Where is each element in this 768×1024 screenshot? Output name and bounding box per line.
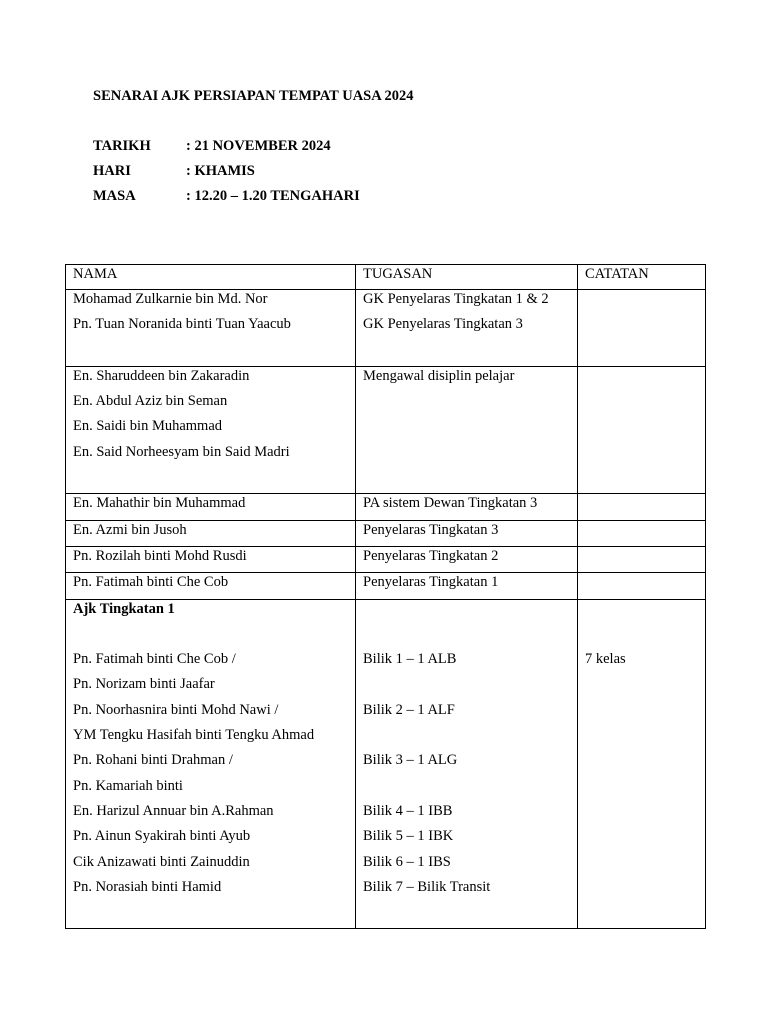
blank-line (73, 468, 355, 493)
nama-cell (66, 290, 356, 367)
nama-cell (66, 599, 356, 929)
tugasan-line: PA sistem Dewan Tingkatan 3 (363, 495, 538, 512)
tugasan-line: Bilik 2 – 1 ALF (363, 701, 455, 718)
nama-line: Pn. Ainun Syakirah binti Ayub (73, 828, 251, 845)
nama-line: En. Said Norheesyam bin Said Madri (73, 443, 290, 460)
tugasan-line: Penyelaras Tingkatan 1 (363, 574, 499, 591)
tugasan-cell (356, 573, 578, 599)
blank-line (585, 625, 705, 650)
document-title: SENARAI AJK PERSIAPAN TEMPAT UASA 2024 (93, 88, 414, 104)
tugasan-line (363, 777, 577, 802)
tugasan-line: Bilik 4 – 1 IBB (363, 802, 453, 819)
blank-line (585, 600, 705, 625)
tugasan-line: Bilik 1 – 1 ALB (363, 651, 457, 668)
nama-cell (66, 546, 356, 572)
tugasan-cell (356, 520, 578, 546)
nama-cell (66, 520, 356, 546)
nama-line: En. Azmi bin Jusoh (73, 521, 187, 538)
tugasan-line: Bilik 5 – 1 IBK (363, 828, 454, 845)
blank-line (73, 341, 355, 366)
meta-tarikh (93, 138, 331, 155)
tugasan-cell (356, 494, 578, 520)
blank-line (73, 903, 355, 928)
tarikh-label: TARIKH (93, 138, 151, 154)
tugasan-line: Penyelaras Tingkatan 3 (363, 521, 499, 538)
hari-value: : KHAMIS (186, 163, 255, 179)
catatan-cell (578, 599, 706, 929)
table-row (66, 520, 706, 546)
nama-line: En. Harizul Annuar bin A.Rahman (73, 802, 274, 819)
section-heading: Ajk Tingkatan 1 (73, 600, 175, 617)
nama-line: En. Abdul Aziz bin Seman (73, 393, 228, 410)
tugasan-line (363, 726, 577, 751)
catatan-cell (578, 520, 706, 546)
nama-line: YM Tengku Hasifah binti Tengku Ahmad (73, 727, 315, 744)
tugasan-line (363, 675, 577, 700)
catatan-cell (578, 494, 706, 520)
blank-line (363, 600, 577, 625)
nama-line: Cik Anizawati binti Zainuddin (73, 853, 250, 870)
nama-line: Pn. Rohani binti Drahman / (73, 752, 233, 769)
nama-line: Pn. Fatimah binti Che Cob (73, 574, 229, 591)
nama-cell (66, 366, 356, 493)
tarikh-value: : 21 NOVEMBER 2024 (186, 138, 331, 154)
masa-value: : 12.20 – 1.20 TENGAHARI (186, 188, 360, 204)
tugasan-cell (356, 599, 578, 929)
tugasan-line: Bilik 6 – 1 IBS (363, 853, 451, 870)
tugasan-line: Mengawal disiplin pelajar (363, 367, 515, 384)
blank-line (73, 625, 355, 650)
nama-line: Pn. Rozilah binti Mohd Rusdi (73, 547, 247, 564)
tugasan-cell (356, 366, 578, 493)
nama-line: Pn. Kamariah binti (73, 777, 183, 794)
committee-table (65, 264, 706, 929)
tugasan-cell (356, 546, 578, 572)
tugasan-line: Bilik 7 – Bilik Transit (363, 878, 491, 895)
nama-line: Mohamad Zulkarnie bin Md. Nor (73, 291, 268, 307)
nama-cell (66, 573, 356, 599)
nama-line: Pn. Noorhasnira binti Mohd Nawi / (73, 701, 279, 718)
tugasan-line: GK Penyelaras Tingkatan 3 (363, 316, 523, 333)
catatan-cell (578, 366, 706, 493)
nama-line: En. Sharuddeen bin Zakaradin (73, 367, 250, 384)
nama-line: En. Mahathir bin Muhammad (73, 495, 246, 512)
nama-line: Pn. Norizam binti Jaafar (73, 676, 215, 693)
table-row (66, 290, 706, 367)
catatan-cell (578, 290, 706, 367)
hari-label: HARI (93, 163, 131, 179)
tugasan-cell (356, 290, 578, 367)
nama-cell (66, 494, 356, 520)
header-tugasan: TUGASAN (356, 265, 578, 290)
table-row (66, 546, 706, 572)
meta-masa (93, 188, 360, 205)
tugasan-line: GK Penyelaras Tingkatan 1 & 2 (363, 291, 549, 307)
catatan-cell (578, 573, 706, 599)
tugasan-line: Bilik 3 – 1 ALG (363, 752, 458, 769)
nama-line: Pn. Tuan Noranida binti Tuan Yaacub (73, 316, 291, 333)
table-row (66, 494, 706, 520)
catatan-line: 7 kelas (585, 651, 626, 668)
blank-line (363, 625, 577, 650)
table-header-row (66, 265, 706, 290)
nama-line: Pn. Norasiah binti Hamid (73, 878, 222, 895)
nama-line: Pn. Fatimah binti Che Cob / (73, 651, 236, 668)
header-nama: NAMA (66, 265, 356, 290)
table-row (66, 366, 706, 493)
tugasan-line: Penyelaras Tingkatan 2 (363, 547, 499, 564)
table-row (66, 573, 706, 599)
table-row (66, 599, 706, 929)
catatan-cell (578, 546, 706, 572)
meta-hari (93, 163, 255, 180)
nama-line: En. Saidi bin Muhammad (73, 418, 223, 435)
header-catatan: CATATAN (578, 265, 706, 290)
masa-label: MASA (93, 188, 136, 204)
